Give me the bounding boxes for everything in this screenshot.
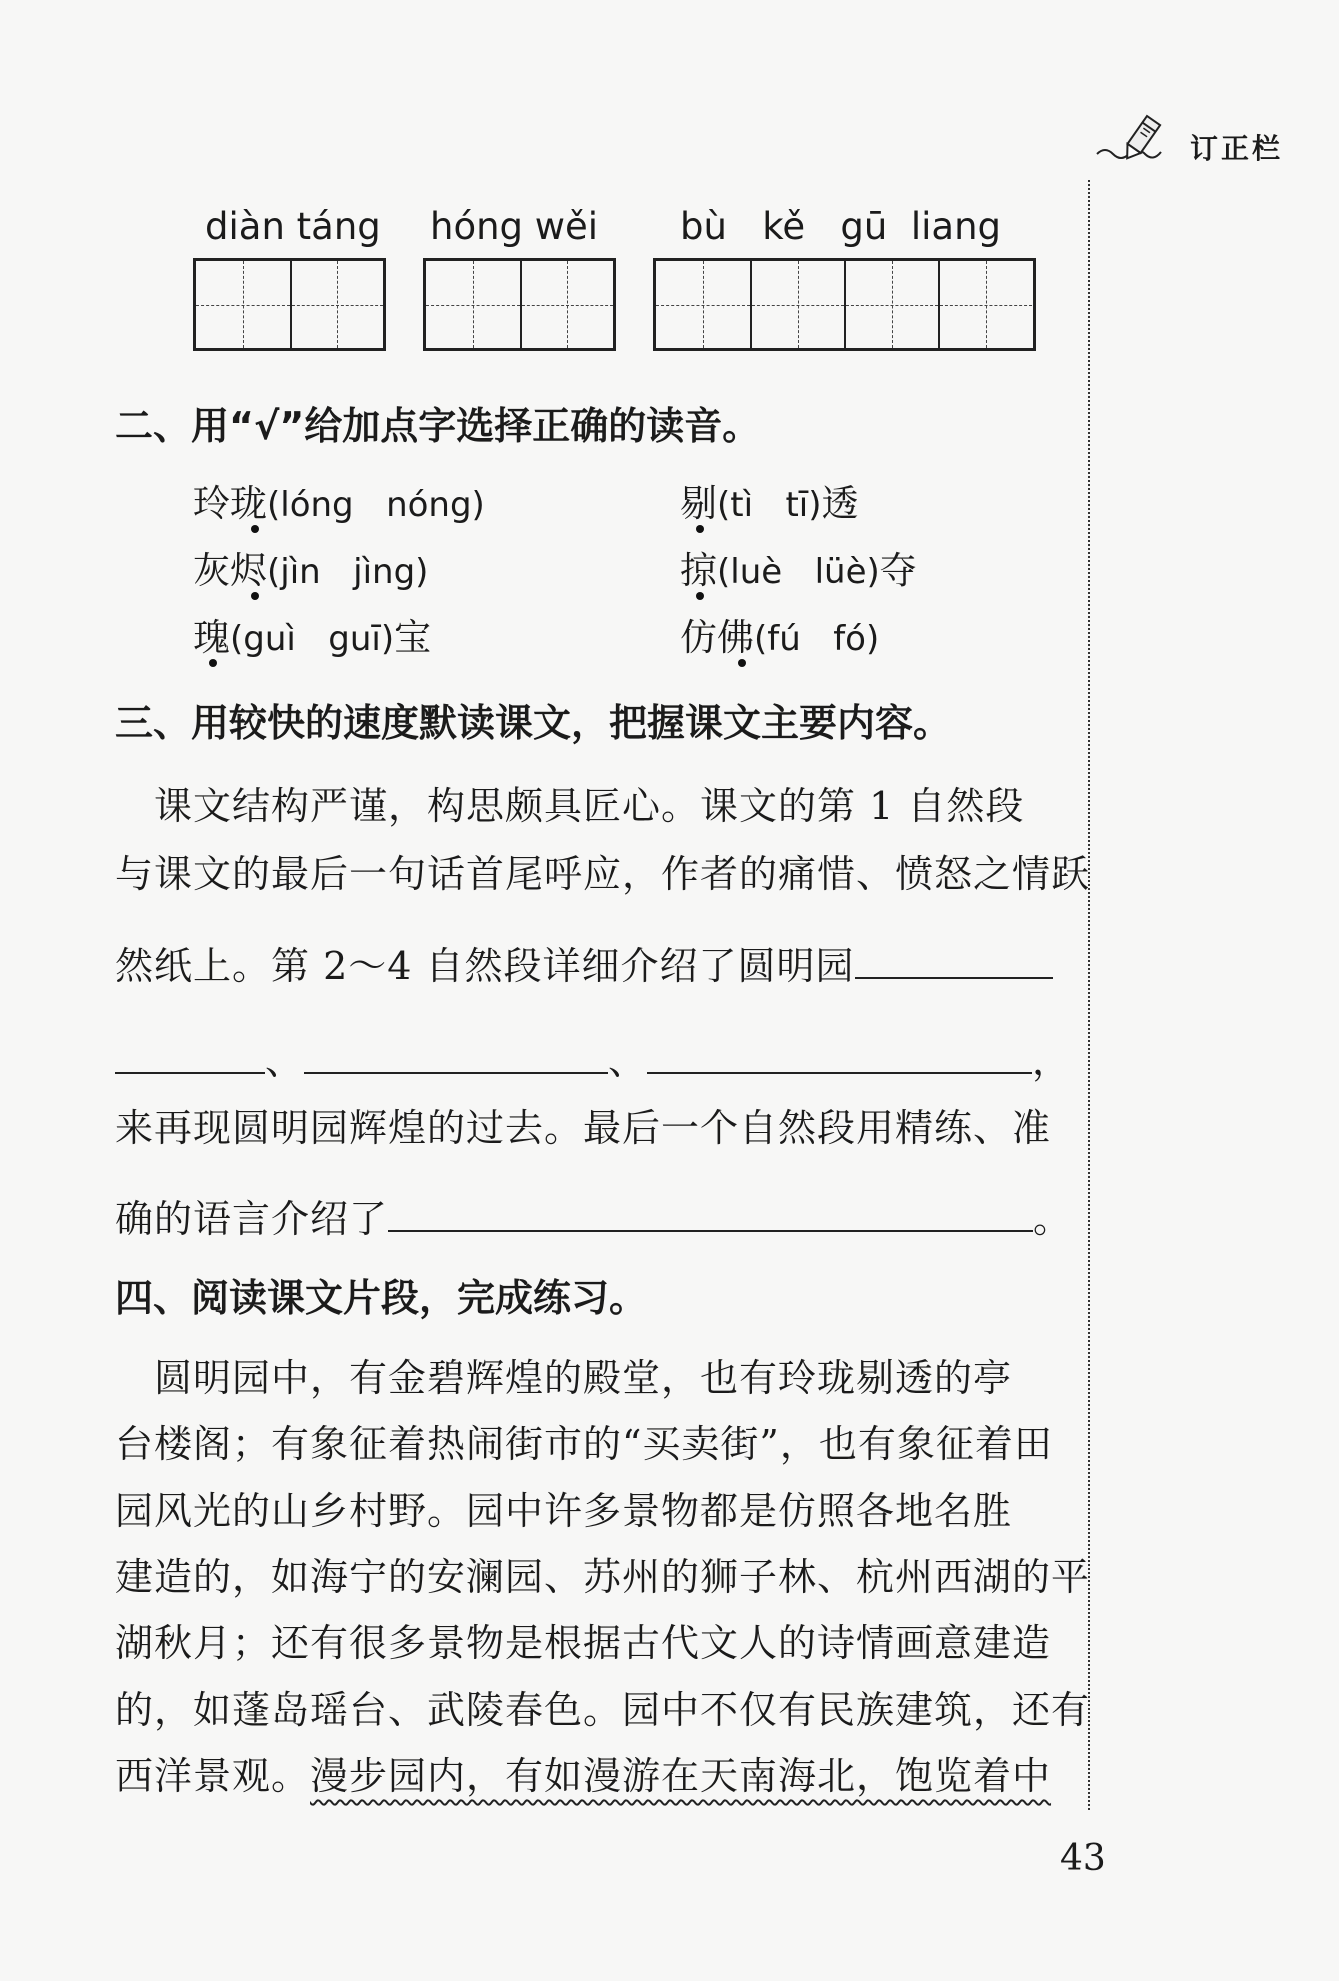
writing-cell[interactable] [844, 261, 938, 348]
option-word: 剔 [680, 482, 717, 525]
section-4-heading: 四、阅读课文片段，完成练习。 [115, 1276, 648, 1320]
emphasis-dot [738, 659, 746, 667]
correction-column-label: 订正栏 [1190, 132, 1284, 165]
section-2-heading: 二、用“√”给加点字选择正确的读音。 [115, 404, 761, 448]
separator: 、 [608, 1039, 648, 1083]
option-item[interactable] [680, 540, 917, 594]
pinyin-label: diàn táng [205, 205, 381, 248]
option-item[interactable] [193, 540, 428, 594]
reading-line: 台楼阁；有象征着热闹街市的“买卖街”，也有象征着田 [115, 1422, 1053, 1466]
option-suffix: 夺 [879, 549, 917, 592]
paragraph-line: 课文结构严谨，构思颇具匠心。课文的第 1 自然段 [115, 784, 1025, 828]
reading-line: 湖秋月；还有很多景物是根据古代文人的诗情画意建造 [115, 1621, 1052, 1665]
option-item[interactable] [680, 607, 879, 661]
reading-line: 建造的，如海宁的安澜园、苏州的狮子林、杭州西湖的平 [115, 1555, 1091, 1599]
reading-line [115, 1745, 1051, 1800]
writing-cell[interactable] [520, 261, 614, 348]
pinyin-label: hóng wěi [430, 205, 599, 248]
answer-blank[interactable] [647, 1071, 1032, 1074]
paragraph-text: 然纸上。第 2～4 自然段详细介绍了圆明园 [115, 944, 855, 988]
reading-line: 的，如蓬岛瑶台、武陵春色。园中不仅有民族建筑，还有 [115, 1688, 1091, 1732]
writing-cell[interactable] [750, 261, 844, 348]
wavy-underlined-text: 漫步园内，有如漫游在天南海北，饱览着中 [310, 1754, 1052, 1798]
separator: 、 [265, 1039, 305, 1083]
paragraph-line [115, 1030, 1071, 1085]
emphasis-dot [251, 592, 259, 600]
page-number: 43 [1060, 1838, 1106, 1879]
option-suffix: 透 [821, 482, 859, 525]
option-pinyin[interactable]: (jìn jìng) [267, 552, 429, 592]
writing-grid[interactable] [653, 258, 1036, 351]
option-word: 掠 [680, 549, 717, 592]
option-item[interactable] [680, 473, 859, 527]
pencil-icon [1095, 112, 1190, 162]
option-item[interactable] [193, 473, 485, 527]
emphasis-dot [209, 659, 217, 667]
emphasis-dot [696, 525, 704, 533]
option-pinyin[interactable]: (lóng nóng) [267, 485, 485, 525]
emphasis-dot [251, 525, 259, 533]
writing-cell[interactable] [938, 261, 1032, 348]
section-3-heading: 三、用较快的速度默读课文，把握课文主要内容。 [115, 701, 952, 745]
writing-cell[interactable] [656, 261, 750, 348]
option-pinyin[interactable]: (tì tī) [717, 485, 822, 525]
option-item[interactable] [193, 607, 431, 661]
option-word: 灰烬 [193, 549, 267, 592]
emphasis-dot [696, 592, 704, 600]
option-word: 瑰 [193, 616, 230, 659]
option-pinyin[interactable]: (fú fó) [754, 619, 880, 659]
answer-blank[interactable] [304, 1071, 608, 1074]
option-pinyin[interactable]: (luè lüè) [717, 552, 880, 592]
option-suffix: 宝 [394, 616, 432, 659]
paragraph-line: 来再现圆明园辉煌的过去。最后一个自然段用精练、准 [115, 1106, 1052, 1150]
reading-line: 园风光的山乡村野。园中许多景物都是仿照各地名胜 [115, 1489, 1013, 1533]
reading-line: 圆明园中，有金碧辉煌的殿堂，也有玲珑剔透的亭 [115, 1356, 1013, 1400]
writing-grid[interactable] [423, 258, 616, 351]
option-word: 仿佛 [680, 616, 754, 659]
option-word: 玲珑 [193, 482, 267, 525]
answer-blank[interactable] [855, 976, 1053, 979]
writing-cell[interactable] [196, 261, 290, 348]
option-pinyin[interactable]: (guì guī) [230, 619, 395, 659]
pinyin-label: bù kě gū liang [680, 205, 1002, 248]
separator: ， [1032, 1039, 1072, 1083]
paragraph-line [115, 1188, 1072, 1243]
paragraph-text: 。 [1033, 1197, 1073, 1241]
paragraph-line [115, 935, 1053, 990]
paragraph-text: 确的语言介绍了 [115, 1197, 389, 1241]
writing-cell[interactable] [426, 261, 520, 348]
writing-cell[interactable] [290, 261, 384, 348]
writing-grid[interactable] [193, 258, 386, 351]
reading-text: 西洋景观。 [115, 1754, 311, 1798]
paragraph-line: 与课文的最后一句话首尾呼应，作者的痛惜、愤怒之情跃 [115, 852, 1091, 896]
answer-blank[interactable] [388, 1229, 1033, 1232]
answer-blank[interactable] [115, 1071, 265, 1074]
